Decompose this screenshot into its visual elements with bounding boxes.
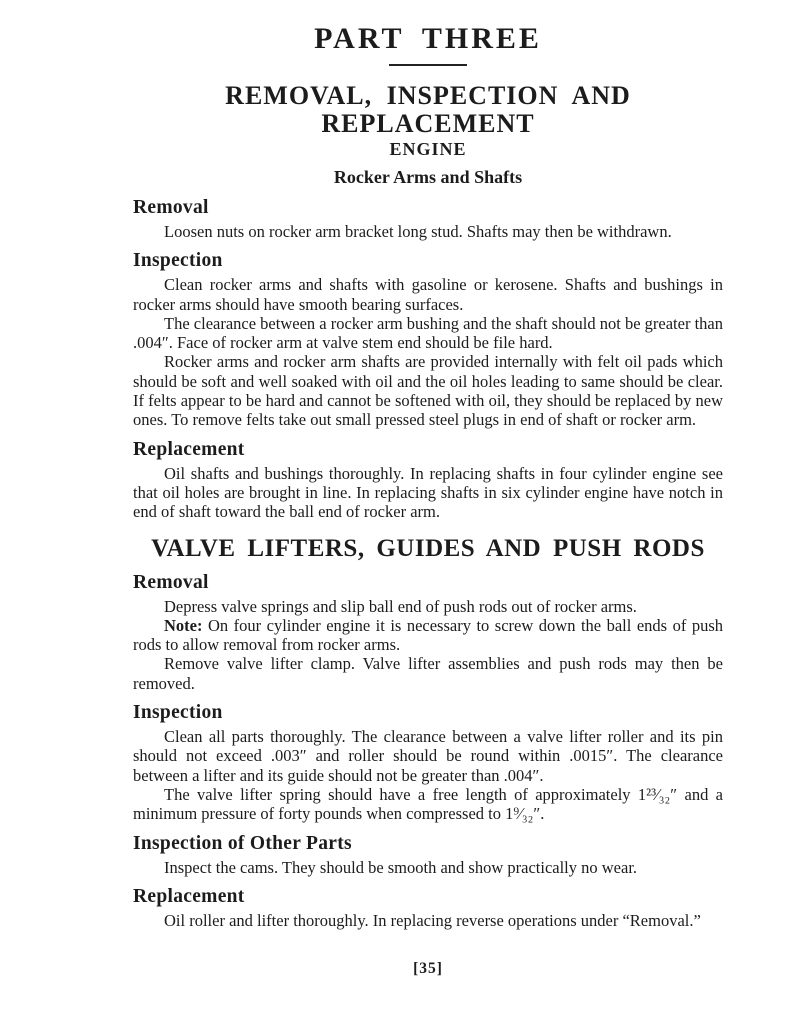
- part-title: PART THREE: [314, 22, 542, 55]
- valve-replacement-heading: Replacement: [133, 885, 245, 907]
- section-rocker-inspection: [133, 249, 723, 429]
- valve-removal-paragraph-1: Depress valve springs and slip ball end of push rods out of rocker arms.: [164, 596, 637, 616]
- chapter-title: REMOVAL, INSPECTION AND REPLACEMENT: [225, 81, 631, 138]
- note-label: Note:: [164, 615, 203, 635]
- valve-inspection-paragraph-1: Clean all parts thoroughly. The clearance between a valve lifter roller and its pin should not exceed .003″ and roller should be round within .0015″. The clearance between a lifter and its guide should not be greater than .004″.: [133, 727, 723, 785]
- rocker-replacement-heading: Replacement: [133, 438, 245, 460]
- chapter-subtitle: ENGINE: [389, 139, 467, 159]
- rocker-removal-heading: Removal: [133, 197, 209, 218]
- valve-inspection-paragraph-2: The valve lifter spring should have a free length of approximately 1²³⁄₃₂″ and a minimum pressure of forty pounds when compressed to 1⁹⁄₃₂″.: [133, 784, 723, 824]
- valve-lifters-title: VALVE LIFTERS, GUIDES AND PUSH RODS: [151, 534, 705, 562]
- rocker-inspection-heading: Inspection: [133, 250, 223, 272]
- section-valve-removal: [133, 571, 723, 693]
- valve-inspection-heading: Inspection: [133, 702, 223, 724]
- rocker-inspection-paragraph-1: Clean rocker arms and shafts with gasoline or kerosene. Shafts and bushings in rocker arms should have smooth bearing surfaces.: [133, 275, 723, 314]
- section-valve-replacement: [133, 885, 723, 930]
- section-other-parts: [133, 832, 723, 877]
- other-parts-heading: Inspection of Other Parts: [133, 832, 352, 854]
- section-rocker-removal: [133, 196, 723, 241]
- valve-replacement-paragraph-1: Oil roller and lifter thoroughly. In replacing reverse operations under “Removal.”: [164, 910, 701, 930]
- rocker-replacement-paragraph-1: Oil shafts and bushings thoroughly. In replacing shafts in four cylinder engine see that oil holes are brought in line. In replacing shafts in six cylinder engine have notch in end of shaft toward the ball end of rocker arm.: [133, 463, 723, 522]
- section-valve-inspection: [133, 701, 723, 823]
- other-parts-paragraph-1: Inspect the cams. They should be smooth and show practically no wear.: [164, 857, 638, 877]
- rocker-inspection-paragraph-2: The clearance between a rocker arm bushing and the shaft should not be greater than .004″. Face of rocker arm at valve stem end should be file hard.: [133, 313, 723, 353]
- valve-removal-paragraph-3: Remove valve lifter clamp. Valve lifter assemblies and push rods may then be removed.: [133, 654, 723, 693]
- valve-removal-note-paragraph: [133, 616, 723, 655]
- page-number: [35]: [413, 960, 443, 977]
- rocker-inspection-paragraph-3: Rocker arms and rocker arm shafts are provided internally with felt oil pads which should be soft and well soaked with oil and the oil holes leading to same should be clear. If felts appear to be hard and cannot be softened with oil, they should be replaced by new ones. To remove felts take out small pressed steel plugs in end of shaft or rocker arm.: [133, 352, 723, 430]
- section-rocker-replacement: [133, 438, 723, 522]
- topic-heading: Rocker Arms and Shafts: [333, 167, 523, 187]
- divider-rule: [389, 64, 467, 66]
- valve-removal-heading: Removal: [133, 571, 209, 593]
- note-text: On four cylinder engine it is necessary to screw down the ball ends of push rods to allow removal from rocker arms.: [133, 615, 723, 655]
- rocker-removal-paragraph-1: Loosen nuts on rocker arm bracket long stud. Shafts may then be withdrawn.: [164, 222, 672, 241]
